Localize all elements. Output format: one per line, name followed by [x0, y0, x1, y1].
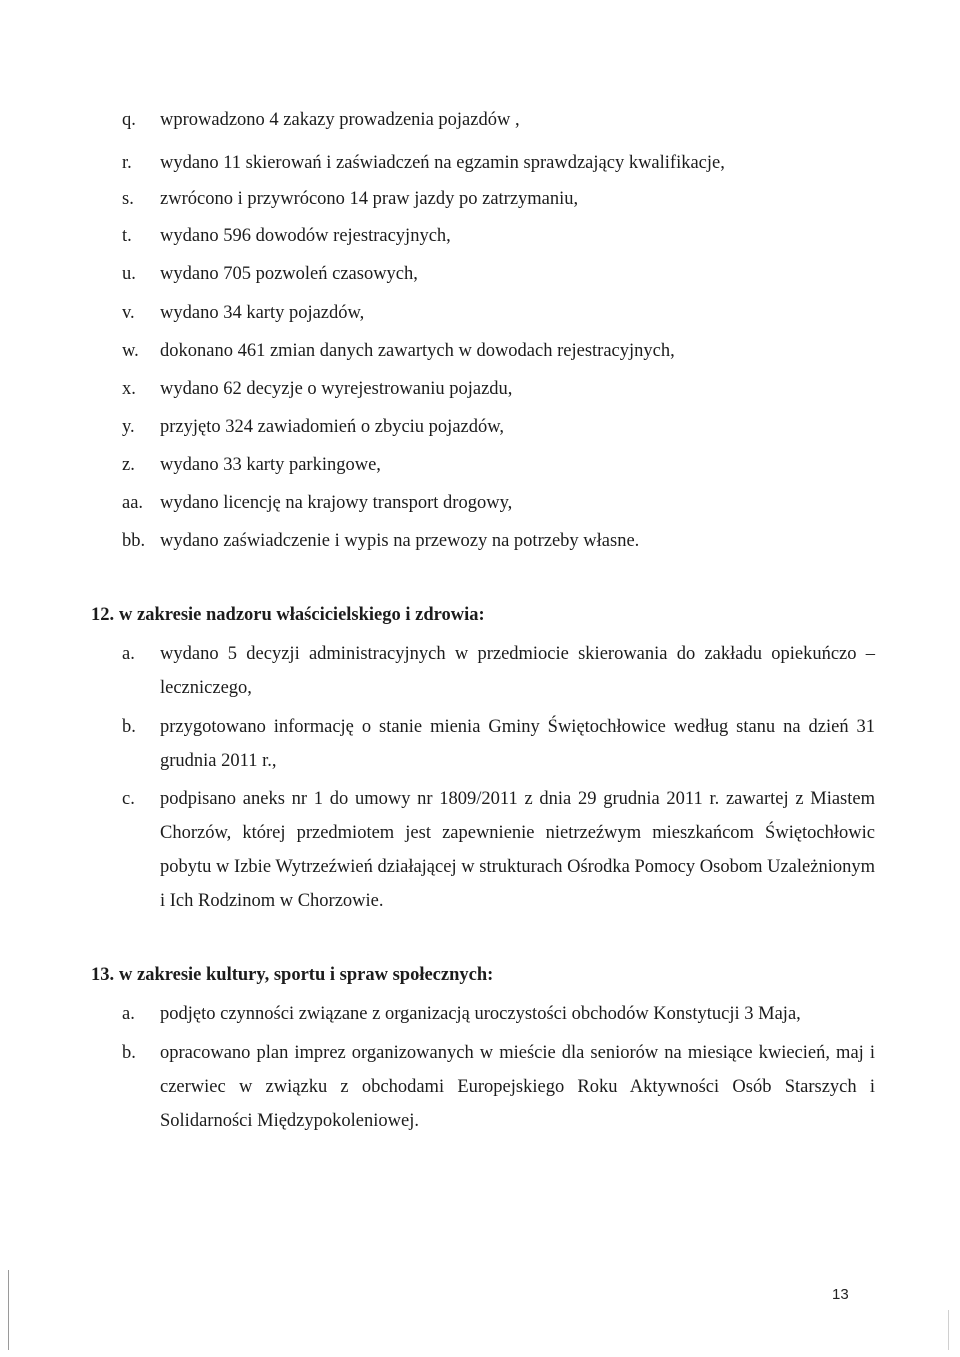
section13-item-a [122, 997, 875, 1031]
section12-item-b [122, 710, 875, 778]
list-text: podjęto czynności związane z organizacją uroczystości obchodów Konstytucji 3 Maja, [160, 1004, 801, 1024]
list-text: wydano 705 pozwoleń czasowych, [160, 264, 418, 284]
list-marker: r. [122, 153, 132, 173]
list-text: wydano 11 skierowań i zaświadczeń na egzamin sprawdzający kwalifikacje, [160, 153, 725, 173]
list-marker: a. [122, 644, 135, 664]
section-number: 12. [91, 605, 115, 625]
list-marker: u. [122, 264, 136, 284]
section12-item-c [122, 782, 875, 918]
list-marker: t. [122, 226, 132, 246]
list-text: wydano 5 decyzji administracyjnych w przedmiocie skierowania do zakładu opiekuńczo – leczniczego, [160, 644, 875, 698]
list-marker: w. [122, 341, 139, 361]
section-title: w zakresie nadzoru właścicielskiego i zdrowia: [119, 605, 485, 625]
section-number: 13. [91, 965, 115, 985]
list-marker: y. [122, 417, 135, 437]
list-text: przygotowano informację o stanie mienia Gminy Świętochłowice według stanu na dzień 31 grudnia 2011 r., [160, 717, 875, 771]
list-marker: b. [122, 1043, 136, 1063]
list-marker: c. [122, 789, 135, 809]
list-text: wydano 62 decyzje o wyrejestrowaniu pojazdu, [160, 379, 513, 399]
list-text: wydano zaświadczenie i wypis na przewozy na potrzeby własne. [160, 531, 640, 551]
list-marker: z. [122, 455, 135, 475]
list-text: opracowano plan imprez organizowanych w mieście dla seniorów na miesiące kwiecień, maj i czerwiec w związku z obchodami Europejskiego Roku Aktywności Osób Starszych i Solidarności Międzypokoleniowej. [160, 1043, 875, 1131]
list-marker: aa. [122, 493, 144, 513]
list-marker: bb. [122, 531, 146, 551]
scan-edge-line [948, 1310, 949, 1350]
list-text: podpisano aneks nr 1 do umowy nr 1809/2011 z dnia 29 grudnia 2011 r. zawartej z Miastem Chorzów, której przedmiotem jest zapewnienie nietrzeźwym mieszkańcom Świętochłowic pobytu w Izbie Wytrzeźwień działającej w strukturach Ośrodka Pomocy Osobom Uzależnionym i Ich Rodzinom w Chorzowie. [160, 789, 875, 911]
list-text: dokonano 461 zmian danych zawartych w dowodach rejestracyjnych, [160, 341, 675, 361]
section13-item-b [122, 1036, 875, 1138]
list-text: zwrócono i przywrócono 14 praw jazdy po zatrzymaniu, [160, 189, 579, 209]
page-number: 13 [832, 1286, 849, 1303]
list-text: wydano licencję na krajowy transport drogowy, [160, 493, 513, 513]
list-marker: s. [122, 189, 134, 209]
list-marker: a. [122, 1004, 135, 1024]
list-marker: q. [122, 110, 136, 130]
list-marker: x. [122, 379, 136, 399]
scan-edge-line [8, 1270, 9, 1350]
list-text: przyjęto 324 zawiadomień o zbyciu pojazdów, [160, 417, 505, 437]
section12-item-a [122, 637, 875, 705]
list-text: wydano 33 karty parkingowe, [160, 455, 381, 475]
section-title: w zakresie kultury, sportu i spraw społecznych: [119, 965, 494, 985]
list-text: wydano 596 dowodów rejestracyjnych, [160, 226, 451, 246]
list-text: wprowadzono 4 zakazy prowadzenia pojazdów , [160, 110, 520, 130]
list-marker: b. [122, 717, 136, 737]
list-marker: v. [122, 303, 135, 323]
list-text: wydano 34 karty pojazdów, [160, 303, 365, 323]
